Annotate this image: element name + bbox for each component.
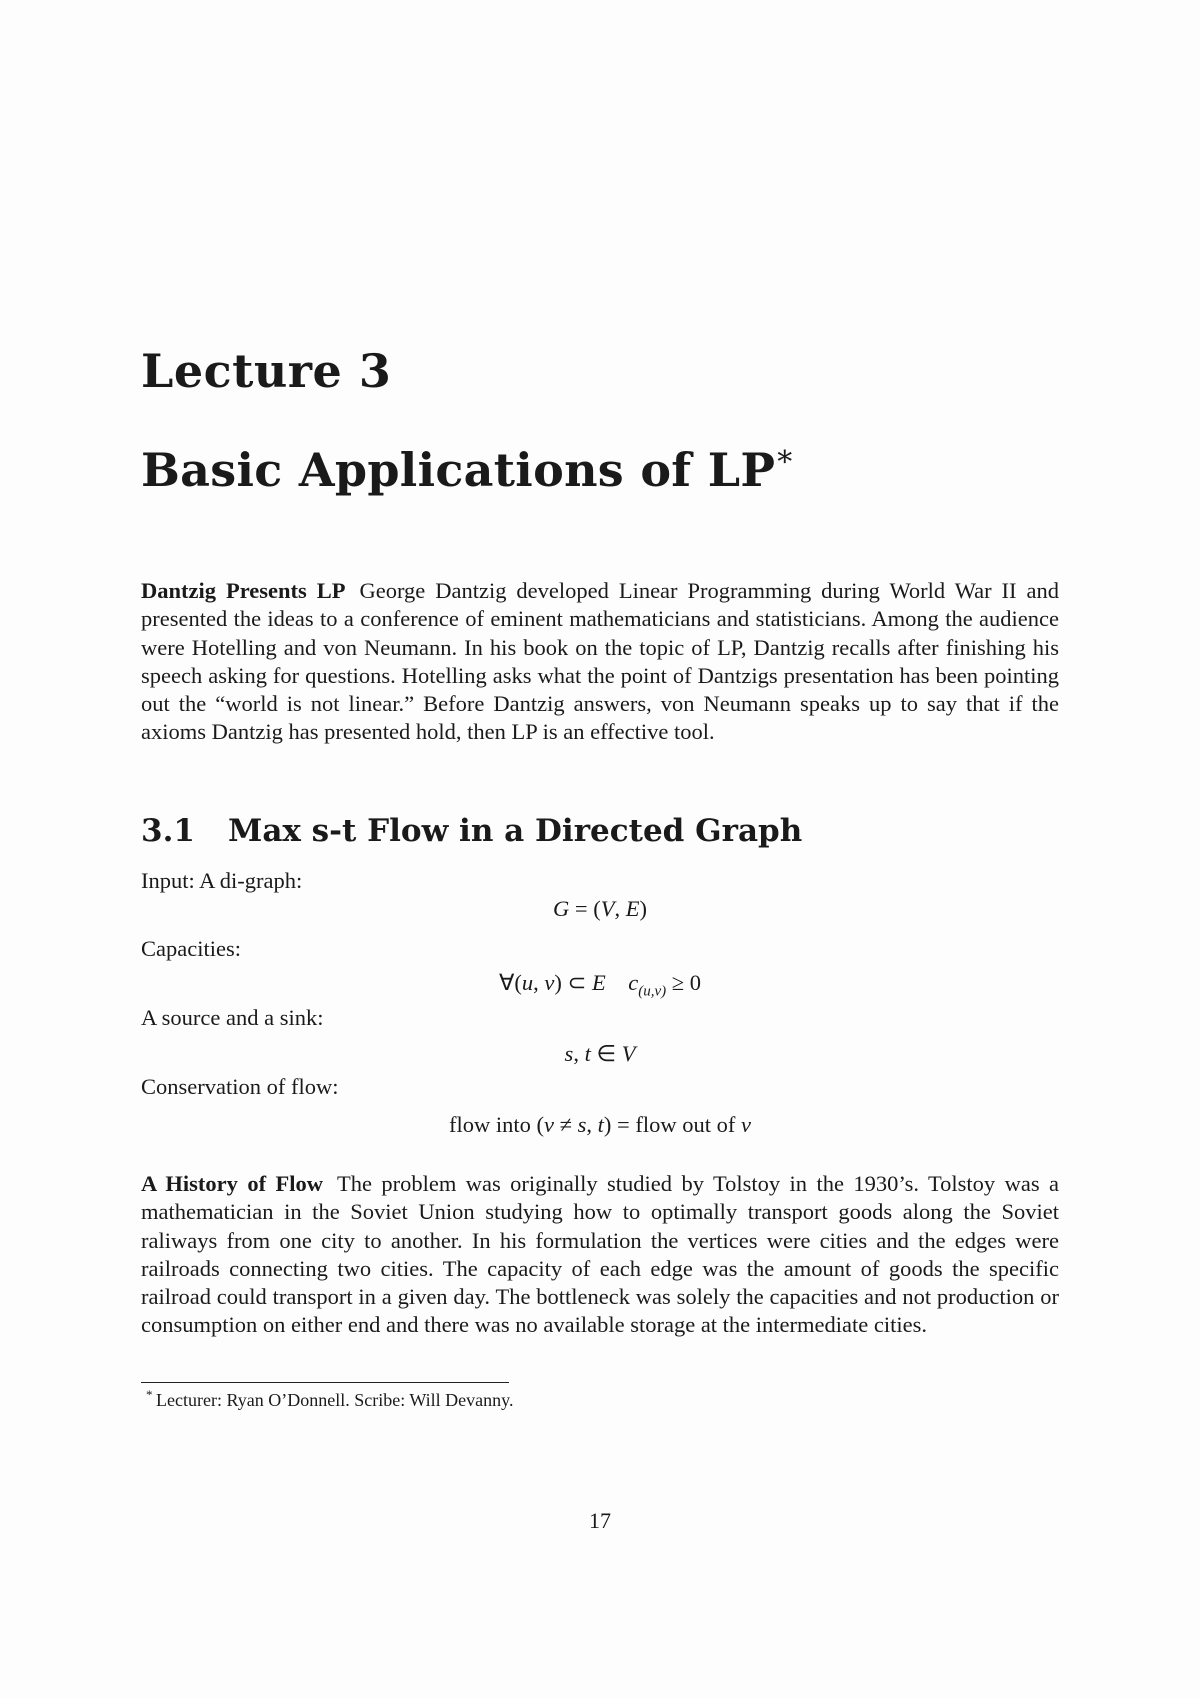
page-number: 17 [589, 1508, 611, 1533]
footnote-mark: * [146, 1387, 153, 1402]
formula-capacities: ∀(u, v) ⊂ E $c_{(u,v)} \ge 0$ [498, 970, 701, 1000]
section-heading [141, 813, 803, 849]
lecture-title [141, 443, 793, 497]
intro-paragraph [141, 577, 1059, 747]
section-number: 3.1 [141, 813, 195, 849]
history-paragraph [141, 1170, 1059, 1340]
formula-conservation: flow into (v ≠ s, t) = flow out of v [449, 1112, 751, 1137]
formula-source-sink: s, t ∈ V [564, 1041, 636, 1066]
definition-label-input: Input: A di-graph: [141, 868, 303, 893]
definition-label-capacities: Capacities: [141, 936, 241, 961]
intro-paragraph-lead: Dantzig Presents LP [141, 578, 346, 603]
lecture-title-text: Basic Applications of LP [141, 443, 776, 497]
lecture-heading: Lecture 3 [141, 344, 392, 398]
footnote-text: Lecturer: Ryan O’Donnell. Scribe: Will Devanny. [156, 1390, 514, 1410]
definition-label-source-sink: A source and a sink: [141, 1005, 324, 1030]
title-footnote-mark: * [777, 445, 793, 480]
section-title: Max s-t Flow in a Directed Graph [228, 813, 803, 849]
footnote [146, 1387, 514, 1412]
formula-graph: G = (V, E) [553, 896, 647, 921]
footnote-divider [141, 1382, 509, 1383]
history-paragraph-lead: A History of Flow [141, 1171, 323, 1196]
definition-label-conservation: Conservation of flow: [141, 1074, 339, 1099]
intro-paragraph-text: George Dantzig developed Linear Programming during World War II and presented the ideas to a conference of eminent mathematicians and statisticians. Among the audience were Hotelling and von Neumann. In his book on the topic of LP, Dantzig recalls after finishing his speech asking for questions. Hotelling asks what the point of Dantzigs presentation has been pointing out the “world is not linear.” Before Dantzig answers, von Neumann speaks up to say that if the axioms Dantzig has presented hold, then LP is an effective tool. [141, 578, 1059, 745]
history-paragraph-text: The problem was originally studied by Tolstoy in the 1930’s. Tolstoy was a mathematician in the Soviet Union studying how to optimally transport goods along the Soviet raliways from one city to another. In his formulation the vertices were cities and the edges were railroads connecting two cities. The capacity of each edge was the amount of goods the specific railroad could transport in a given day. The bottleneck was solely the capacities and not production or consumption on either end and there was no available storage at the intermediate cities. [141, 1171, 1059, 1338]
